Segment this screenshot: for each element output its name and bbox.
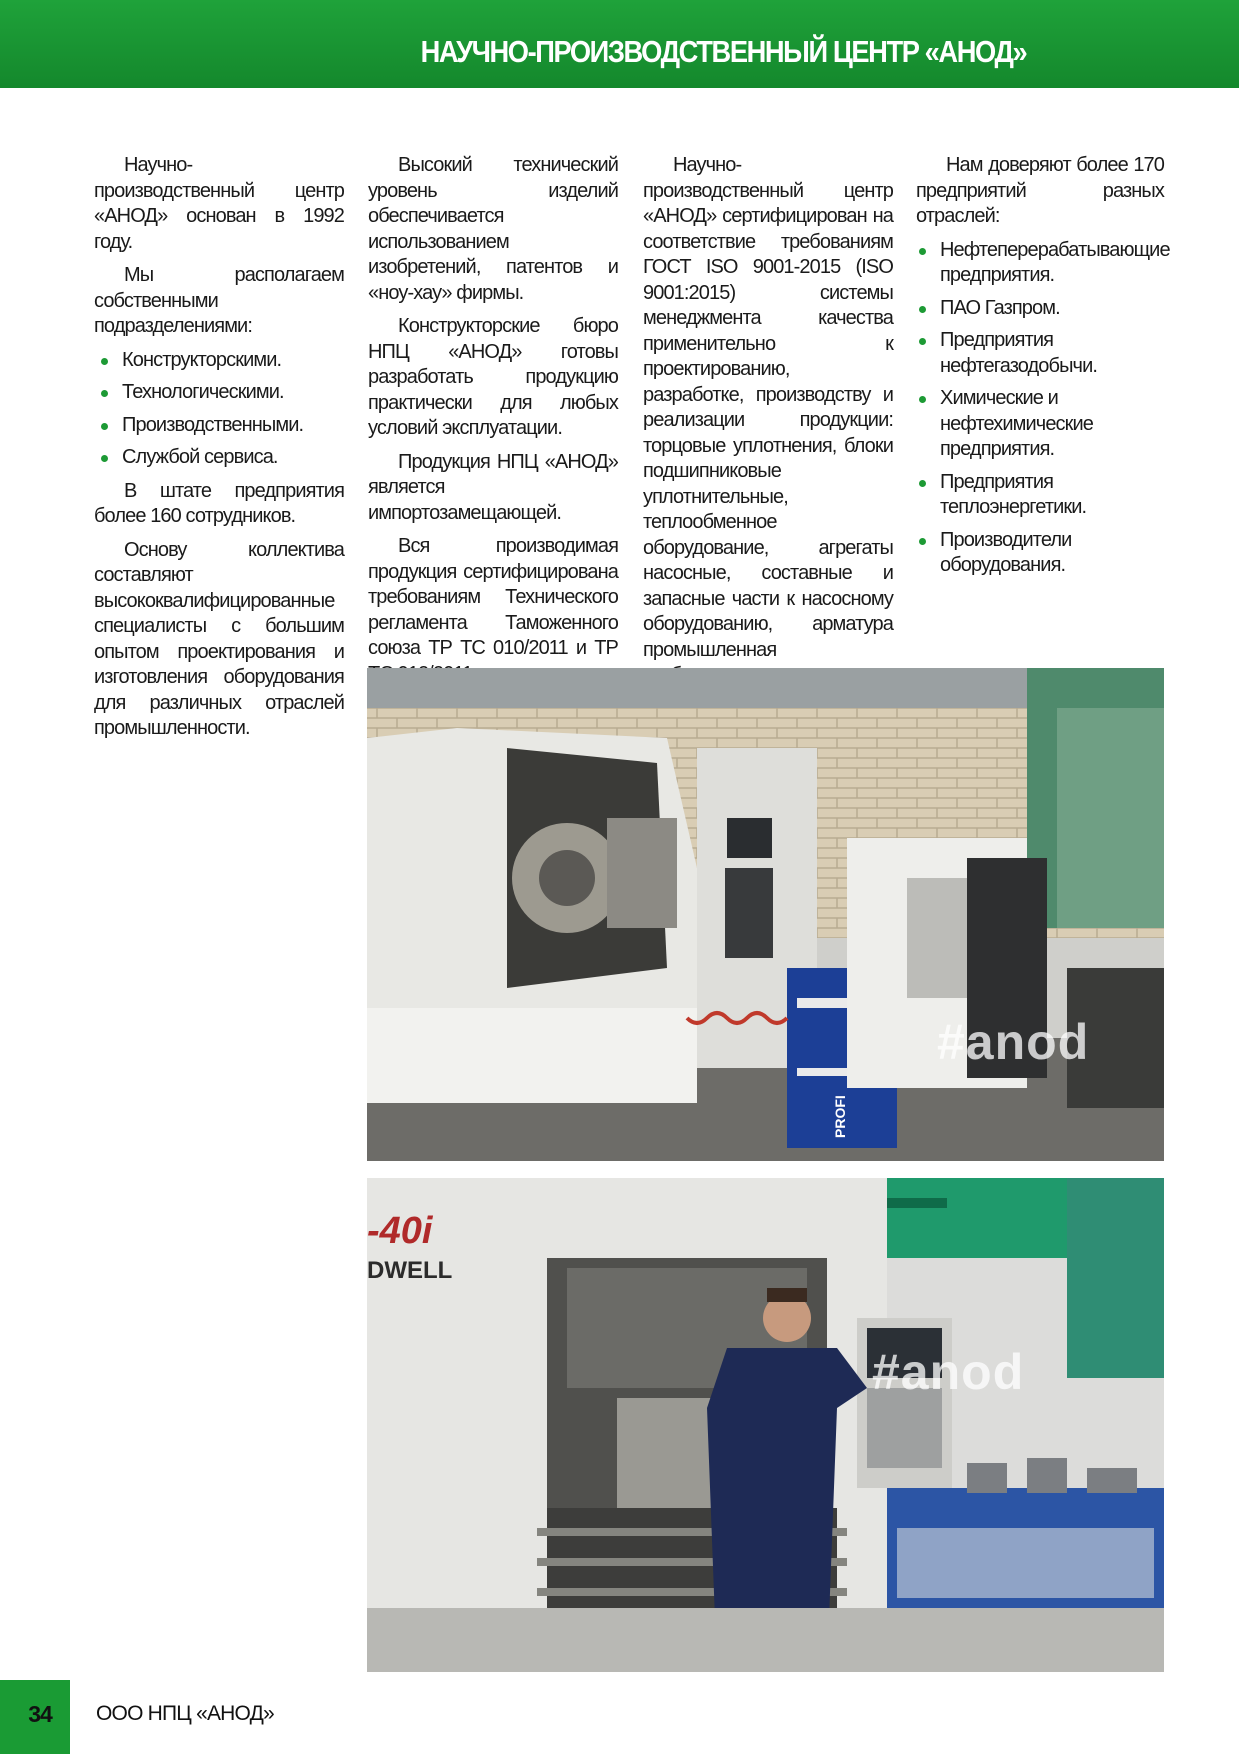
list-item: Конструкторскими. — [94, 348, 344, 374]
paragraph: Научно-производственный центр «АНОД» основан в 1992 году. — [94, 154, 344, 253]
list-item: Технологическими. — [94, 380, 344, 406]
paragraph: Научно-производственный центр «АНОД» сертифицирован на соответствие требованиям ГОСТ ISO 9001-2015 (ISO 9001:2015) системы менеджмента качества применительно к проектированию, разработке, производству и реализации продукции: торцовые уплотнения, блоки подшипниковые уплотнительные, теплообменное оборудование, агрегаты насосные, составные и запасные части к насосному оборудованию, арматура промышленная — [643, 154, 893, 661]
page-title: НАУЧНО-ПРОИЗВОДСТВЕННЫЙ ЦЕНТР «АНОД» — [420, 34, 1026, 69]
paragraph: Нам доверяют более 170 предприятий разных отраслей: — [916, 154, 1164, 227]
text-column-1 — [94, 153, 344, 750]
paragraph: Продукция НПЦ «АНОД» является импортозамещающей. — [368, 450, 618, 524]
page-number: 34 — [28, 1701, 52, 1727]
machining-center-illustration — [367, 1178, 1164, 1672]
list-item: Службой сервиса. — [94, 445, 344, 471]
clients-list — [916, 238, 1170, 579]
list-item: Химические и нефтехимические предприятия. — [916, 386, 1164, 463]
list-item: Предприятия нефтегазодобычи. — [916, 328, 1164, 379]
watermark: #anod — [937, 1014, 1090, 1070]
list-item: Нефтеперерабатывающие предприятия. — [916, 238, 1164, 289]
paragraph: Мы располагаем собственными подразделениями: — [94, 264, 344, 337]
paragraph: В штате предприятия более 160 сотрудников. — [94, 479, 344, 527]
text-column-3 — [643, 153, 893, 697]
cart-label: PROFI — [832, 1095, 848, 1138]
list-item: Производители оборудования. — [916, 528, 1164, 579]
machine-brand-label: -40i — [367, 1210, 433, 1252]
text-column-2 — [368, 153, 618, 695]
footer-company-name: ООО НПЦ «АНОД» — [96, 1702, 274, 1725]
workshop-operator-photo — [367, 1178, 1164, 1672]
workshop-lathe-photo — [367, 668, 1164, 1161]
list-item: Производственными. — [94, 413, 344, 439]
lathe-illustration — [367, 668, 1164, 1161]
paragraph: Высокий технический уровень изделий обеспечивается использованием изобретений, патентов и «ноу-хау» фирмы. — [368, 154, 618, 304]
list-item: Предприятия теплоэнергетики. — [916, 470, 1164, 521]
list-item: ПАО Газпром. — [916, 296, 1164, 322]
paragraph: Конструкторские бюро НПЦ «АНОД» готовы разработать продукцию практически для любых условий эксплуатации. — [368, 315, 618, 439]
paragraph: Основу коллектива составляют высококвалифицированные специалисты с большим опытом проектирования и изготовления оборудования для различных отраслей промышленности. — [94, 538, 344, 739]
watermark: #anod — [872, 1344, 1025, 1400]
paragraph: Вся производимая продукция сертифицирована требованиям Технического регламента Таможенного союза ТР ТС 010/2011 и ТР — [368, 535, 618, 659]
text-column-4 — [916, 153, 1170, 587]
machine-brand-label-2: DWELL — [367, 1257, 453, 1284]
divisions-list — [94, 348, 344, 471]
